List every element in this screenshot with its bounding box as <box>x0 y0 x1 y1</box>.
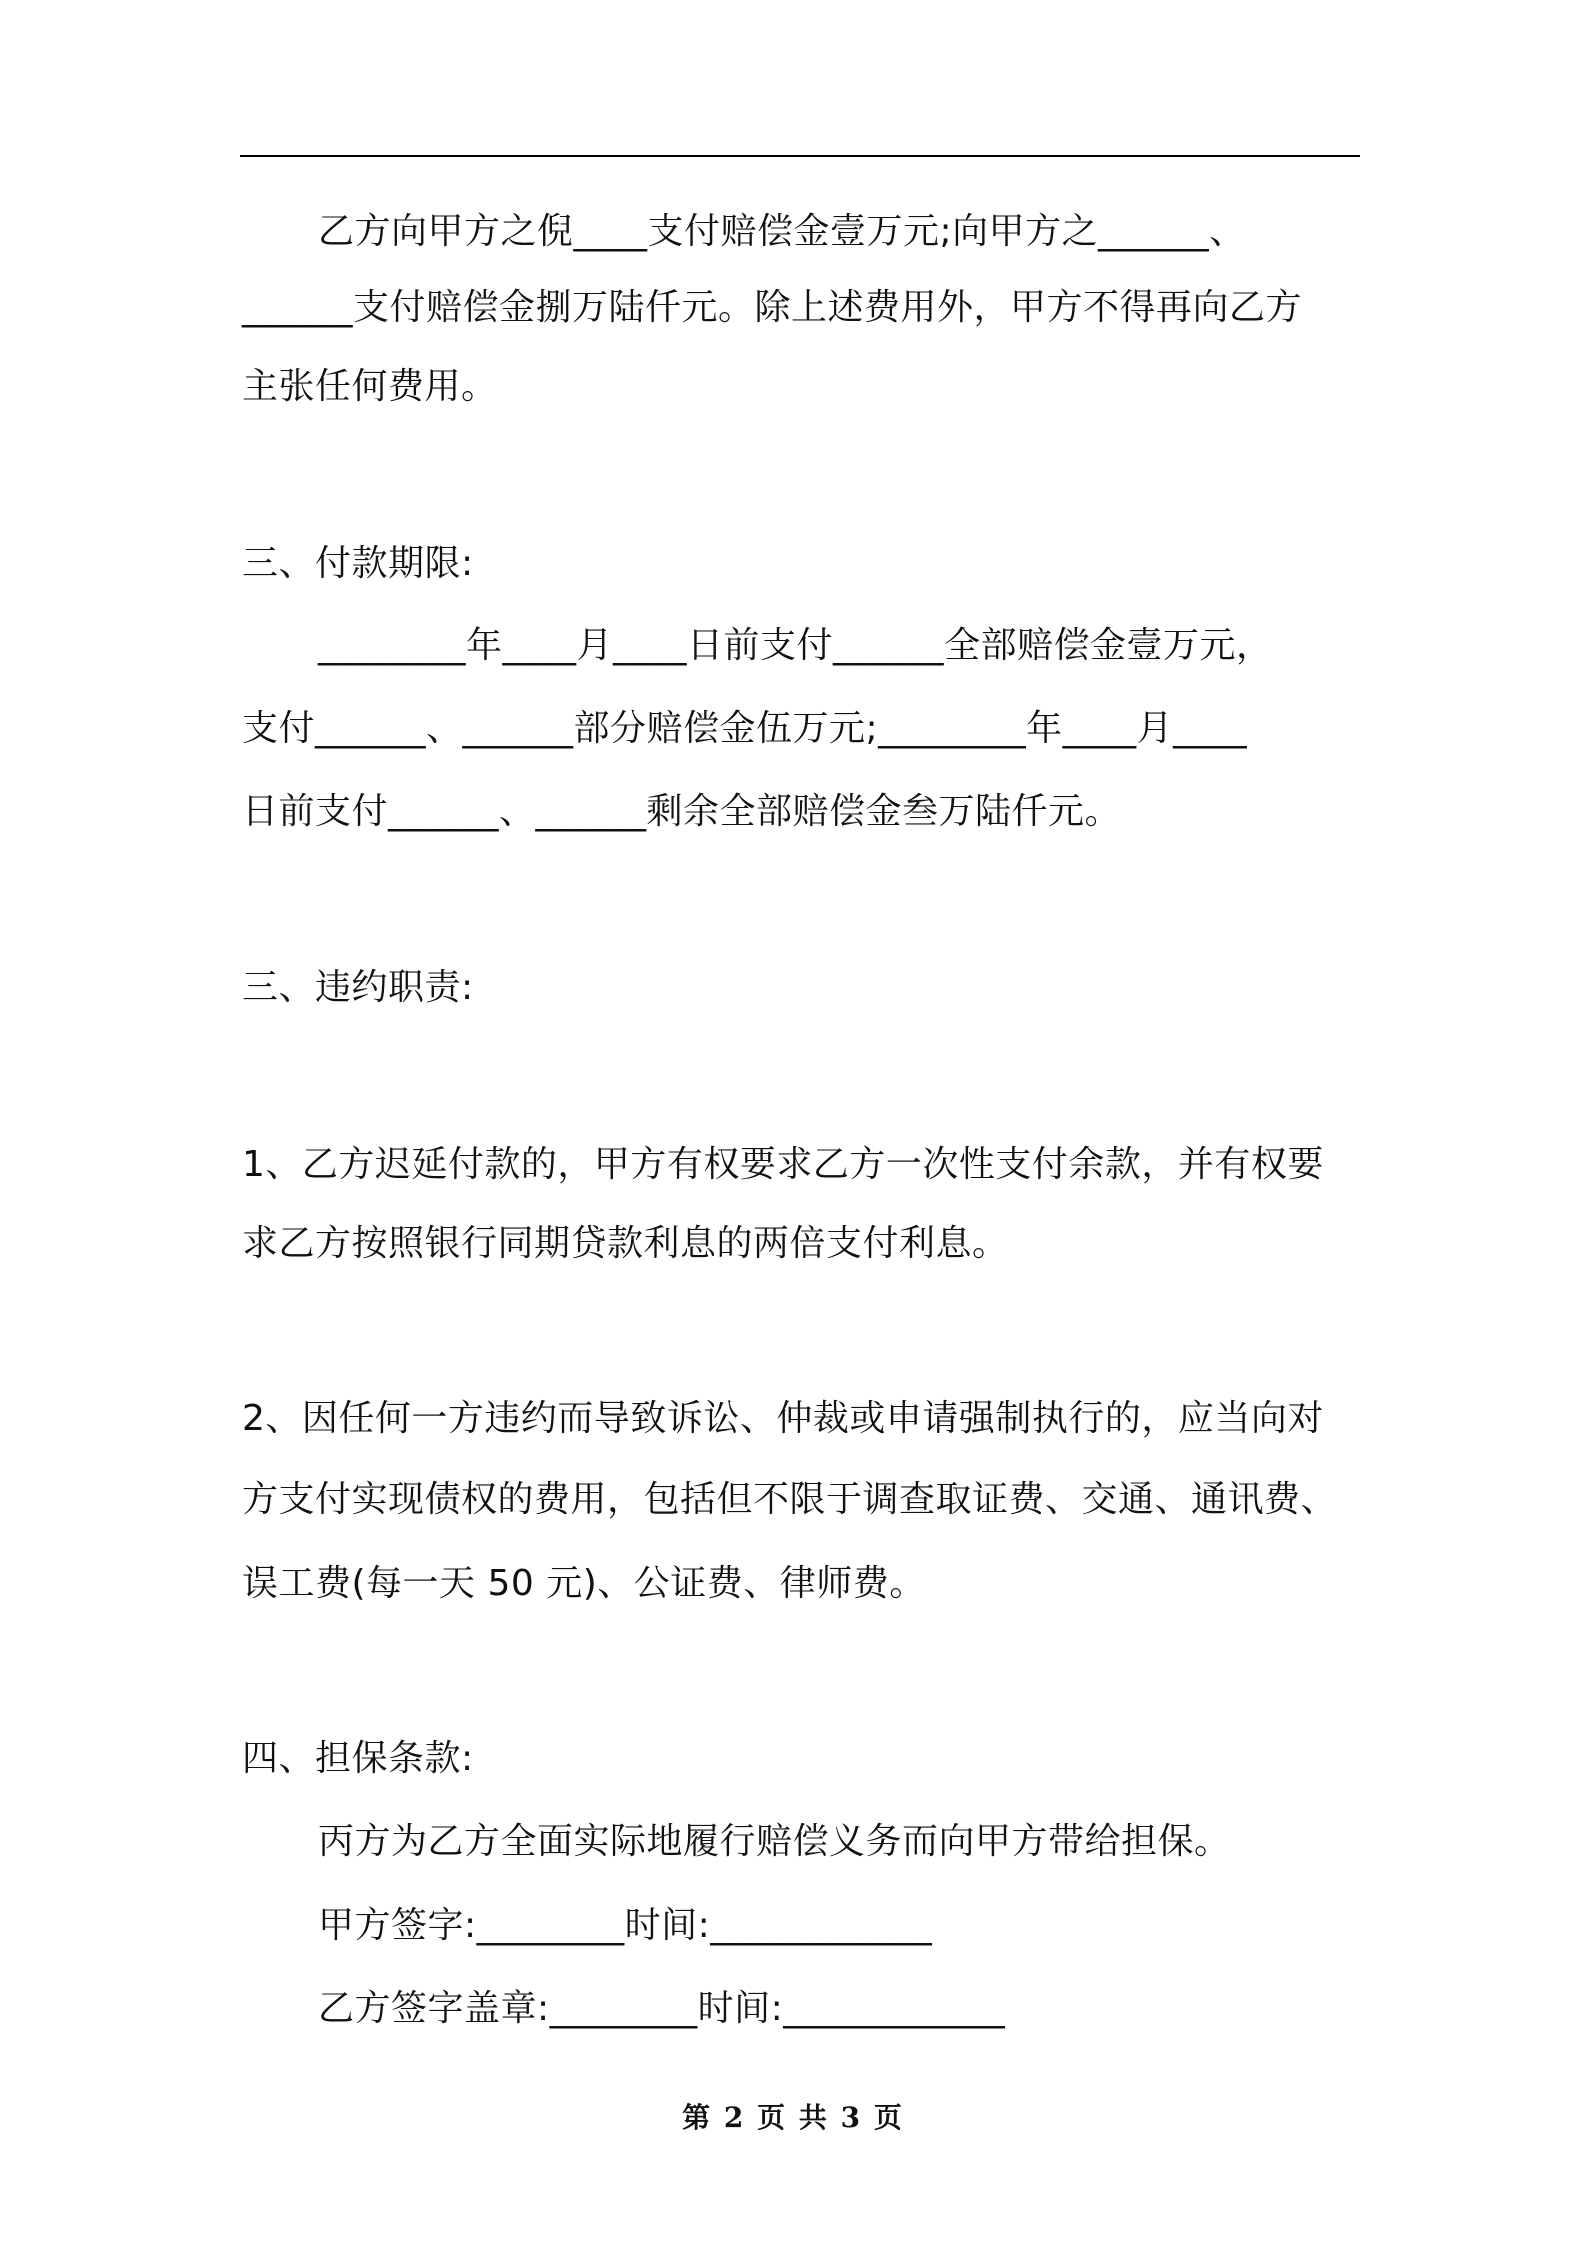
section-heading-guarantee: 四、担保条款: <box>242 1738 474 1779</box>
signature-line-party-b: 乙方签字盖章:________时间:____________ <box>318 1988 1006 2029</box>
paragraph-line: 方支付实现债权的费用，包括但不限于调查取证费、交通、通讯费、 <box>242 1479 1338 1520</box>
paragraph-line: ________年____月____日前支付______全部赔偿金壹万元， <box>318 625 1273 666</box>
paragraph-line: 求乙方按照银行同期贷款利息的两倍支付利息。 <box>242 1223 1009 1264</box>
section-heading-payment-term: 三、付款期限: <box>242 543 474 584</box>
paragraph-line: 主张任何费用。 <box>242 366 498 407</box>
paragraph-line: 1、乙方迟延付款的，甲方有权要求乙方一次性支付余款，并有权要 <box>242 1144 1324 1185</box>
paragraph-line: 支付______、______部分赔偿金伍万元;________年____月____ <box>242 708 1248 749</box>
paragraph-line: 乙方向甲方之倪____支付赔偿金壹万元;向甲方之______、 <box>318 211 1246 252</box>
paragraph-line: 日前支付______、______剩余全部赔偿金叁万陆仟元。 <box>242 791 1122 832</box>
paragraph-line: 丙方为乙方全面实际地履行赔偿义务而向甲方带给担保。 <box>318 1821 1231 1862</box>
signature-line-party-a: 甲方签字:________时间:____________ <box>318 1905 933 1946</box>
header-rule <box>240 155 1360 157</box>
page-number-footer: 第 2 页 共 3 页 <box>682 2101 904 2134</box>
section-heading-breach: 三、违约职责: <box>242 967 474 1008</box>
paragraph-line: ______支付赔偿金捌万陆仟元。除上述费用外，甲方不得再向乙方 <box>242 287 1303 328</box>
paragraph-line: 误工费(每一天 50 元)、公证费、律师费。 <box>242 1563 926 1604</box>
paragraph-line: 2、因任何一方违约而导致诉讼、仲裁或申请强制执行的，应当向对 <box>242 1398 1324 1439</box>
